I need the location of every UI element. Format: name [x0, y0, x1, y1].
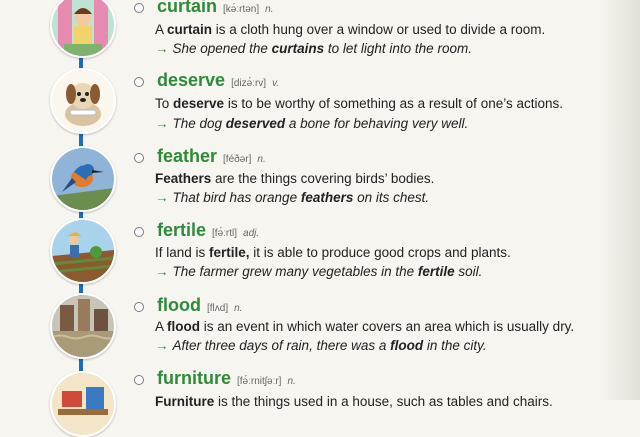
example-sentence: → After three days of rain, there was a flood in the city. [155, 338, 487, 353]
flooded-city-icon [50, 293, 116, 359]
pronunciation: [flʌd] [206, 303, 229, 314]
furniture-room-icon [50, 371, 116, 437]
part-of-speech: n. [234, 303, 243, 314]
pronunciation: [féðər] [223, 154, 252, 165]
entry-bullet [134, 3, 144, 13]
headword: furniture [157, 368, 231, 388]
headword: curtain [157, 0, 218, 16]
definition: A curtain is a cloth hung over a window or used to divide a room. [155, 22, 546, 37]
arrow-icon: → [155, 264, 169, 279]
headword: flood [157, 295, 201, 315]
definition: To deserve is to be worthy of something as a result of one’s actions. [155, 96, 563, 111]
kingfisher-bird-icon [50, 146, 116, 212]
headword: fertile [157, 220, 207, 240]
farmer-field-icon [50, 218, 116, 284]
entry-bullet [134, 375, 144, 385]
pronunciation: [fə́ːrtl] [212, 228, 238, 239]
part-of-speech: n. [287, 376, 296, 387]
example-sentence: → She opened the curtains to let light into the room. [155, 41, 472, 56]
arrow-icon: → [155, 116, 169, 131]
part-of-speech: adj. [243, 228, 260, 239]
definition: Feathers are the things covering birds’ bodies. [155, 171, 435, 186]
headword: deserve [157, 70, 226, 90]
headword: feather [157, 146, 218, 166]
entry-headline [157, 70, 279, 91]
definition: A flood is an event in which water covers an area which is usually dry. [155, 319, 575, 334]
entry-headline [157, 368, 296, 389]
pronunciation: [kə́ːrtən] [223, 4, 260, 15]
entry-headline [157, 146, 266, 167]
example-sentence: → The farmer grew many vegetables in the fertile soil. [155, 264, 483, 279]
entry-headline [157, 295, 242, 316]
part-of-speech: v. [272, 78, 280, 89]
example-sentence: → The dog deserved a bone for behaving very well. [155, 116, 469, 131]
example-sentence: → That bird has orange feathers on its chest. [155, 190, 430, 205]
arrow-icon: → [155, 190, 169, 205]
entry-bullet [134, 302, 144, 312]
arrow-icon: → [155, 41, 169, 56]
entry-headline [157, 0, 274, 17]
girl-at-window-icon [50, 0, 116, 58]
entry-bullet [134, 77, 144, 87]
entry-bullet [134, 153, 144, 163]
entry-bullet [134, 227, 144, 237]
pronunciation: [dizə́ːrv] [231, 78, 267, 89]
arrow-icon: → [155, 338, 169, 353]
pronunciation: [fə́ːrnitʃəːr] [237, 376, 282, 387]
definition: If land is fertile, it is able to produce good crops and plants. [155, 245, 511, 260]
part-of-speech: n. [257, 154, 266, 165]
definition: Furniture is the things used in a house, such as tables and chairs. [155, 394, 553, 409]
dog-with-bone-icon [50, 68, 116, 134]
part-of-speech: n. [265, 4, 274, 15]
entry-headline [157, 220, 259, 241]
page-fold-shadow [600, 0, 640, 400]
